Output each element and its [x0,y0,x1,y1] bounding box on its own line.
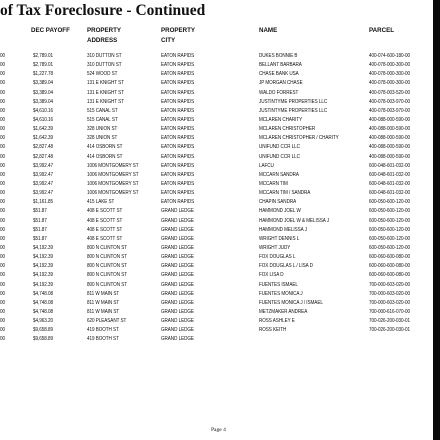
city-cell: EATON RAPIDS [161,125,195,132]
row-lead-cell: 00 [0,125,5,132]
header-city [161,26,195,46]
address-cell: 1006 MONTGOMERY ST [87,180,139,187]
row-lead-cell: 00 [0,52,5,59]
address-cell: 515 CANAL ST [87,107,118,114]
city-cell: EATON RAPIDS [161,144,195,150]
parcel-cell: 600-048-601-032-00 [369,171,410,178]
payoff-cell: $4,748.08 [33,299,53,306]
row-lead-cell: 00 [0,244,5,251]
city-cell: EATON RAPIDS [161,198,195,205]
name-cell: WRIGHT DENNIS L [259,235,300,242]
parcel-cell: 700-000-603-020-00 [369,299,410,306]
address-cell: 800 N CLINTON ST [87,281,127,287]
city-cell: GRAND LEDGE [161,299,194,306]
payoff-cell: $1,227.78 [33,70,53,77]
address-cell: 408 E SCOTT ST [87,235,123,242]
address-cell: 800 N CLINTON ST [87,253,127,260]
parcel-cell: 400-078-000-300-00 [369,70,410,77]
address-cell: 414 OSBORN ST [87,144,123,150]
row-lead-cell: 00 [0,317,5,324]
parcel-cell: 600-050-600-120-00 [369,217,410,223]
address-cell: 1006 MONTGOMERY ST [87,189,139,196]
address-cell: 800 N CLINTON ST [87,262,127,269]
name-cell: UNIFUND CCR LLC [259,153,300,159]
name-cell: MCCARN TIM [259,180,288,187]
address-cell: 408 E SCOTT ST [87,217,123,223]
parcel-cell: 400-088-000-590-00 [369,116,410,123]
payoff-cell: $2,789.01 [33,52,53,59]
city-cell: EATON RAPIDS [161,107,195,114]
city-cell: GRAND LEDGE [161,217,194,223]
city-cell: GRAND LEDGE [161,290,194,297]
parcel-cell: 700-000-603-020-00 [369,281,410,287]
table-row [0,216,440,225]
address-cell: 419 BOOTH ST [87,326,119,333]
payoff-cell: $4,192.39 [33,253,53,260]
row-lead-cell: 00 [0,153,5,159]
name-cell: WRIGHT JUDY [259,244,291,251]
payoff-cell: $1,642.39 [33,134,53,141]
city-cell: EATON RAPIDS [161,180,195,187]
parcel-cell: 400-078-000-300-00 [369,61,410,68]
name-cell: FUENTES MONICA J [259,290,303,297]
payoff-cell: $4,192.39 [33,262,53,269]
payoff-cell: $9,658.89 [33,326,53,333]
parcel-cell: 600-048-601-032-00 [369,162,410,169]
name-cell: MCLAREN CHRISTOPHER [259,125,316,132]
city-cell: EATON RAPIDS [161,70,195,77]
payoff-cell: $2,827.48 [33,144,53,150]
name-cell: DUKES BONNIE B [259,52,298,59]
payoff-cell: $3,389.04 [33,80,53,86]
row-lead-cell: 00 [0,326,5,333]
parcel-cell: 400-078-003-970-00 [369,107,410,114]
payoff-cell: $9,658.89 [33,335,53,342]
address-cell: 131 E KNIGHT ST [87,89,124,95]
row-lead-cell: 00 [0,290,5,297]
address-cell: 131 E KNIGHT ST [87,80,124,86]
row-lead-cell: 00 [0,134,5,141]
header-address-line2: ADDRESS [87,37,118,44]
payoff-cell: $3,992.47 [33,189,53,196]
parcel-cell: 400-078-000-300-00 [369,80,410,86]
name-cell: LAFCU [259,162,274,169]
city-cell: GRAND LEDGE [161,272,194,278]
payoff-cell: $4,192.39 [33,272,53,278]
parcel-cell: 600-050-600-120-00 [369,226,410,233]
address-cell: 811 W MAIN ST [87,308,120,315]
name-cell: JUSTINTYME PROPERTIES LLC [259,107,328,114]
address-cell: 310 DUTTON ST [87,52,122,59]
parcel-cell: 600-050-600-120-00 [369,244,410,251]
payoff-cell: $3,992.47 [33,162,53,169]
table-row [0,206,440,215]
payoff-cell: $51.87 [33,217,47,223]
city-cell: GRAND LEDGE [161,253,194,260]
address-cell: 800 N CLINTON ST [87,244,127,251]
name-cell: ROSS KEITH [259,326,287,333]
payoff-cell: $3,992.47 [33,171,53,178]
row-lead-cell: 00 [0,198,5,205]
name-cell: FUENTES ISMAEL [259,281,298,287]
city-cell: GRAND LEDGE [161,335,194,342]
city-cell: EATON RAPIDS [161,80,195,86]
payoff-cell: $4,610.16 [33,107,53,114]
payoff-cell: $4,610.16 [33,116,53,123]
row-lead-cell: 00 [0,226,5,233]
row-lead-cell: 00 [0,308,5,315]
address-cell: 419 BOOTH ST [87,335,119,342]
city-cell: EATON RAPIDS [161,89,195,95]
payoff-cell: $51.87 [33,235,47,242]
parcel-cell: 600-050-600-120-00 [369,208,410,214]
row-lead-cell: 00 [0,180,5,187]
city-cell: GRAND LEDGE [161,308,194,315]
table-row [0,325,440,334]
address-cell: 515 CANAL ST [87,116,118,123]
page-title: of Tax Foreclosure - Continued [0,2,206,19]
parcel-cell: 600-060-600-080-00 [369,262,410,269]
header-city-line1: PROPERTY [161,27,196,34]
foreclosure-table [0,51,440,344]
payoff-cell: $3,389.04 [33,98,53,105]
row-lead-cell: 00 [0,189,5,196]
address-cell: 328 UNION ST [87,125,118,132]
city-cell: GRAND LEDGE [161,281,194,287]
address-cell: 1006 MONTGOMERY ST [87,162,139,169]
parcel-cell: 600-050-600-120-00 [369,198,410,205]
address-cell: 811 W MAIN ST [87,290,120,297]
payoff-cell: $4,748.08 [33,308,53,315]
name-cell: HAMMOND JOEL W [259,208,301,214]
address-cell: 328 UNION ST [87,134,118,141]
city-cell: EATON RAPIDS [161,162,195,169]
parcel-cell: 400-088-000-590-00 [369,134,410,141]
row-lead-cell: 00 [0,70,5,77]
parcel-cell: 400-078-003-520-00 [369,89,410,95]
table-row [0,280,440,289]
name-cell: MCCARN TIM / SANDRA [259,189,311,196]
header-address [87,26,121,46]
payoff-cell: $2,789.01 [33,61,53,68]
table-row [0,334,440,343]
city-cell: EATON RAPIDS [161,171,195,178]
row-lead-cell: 00 [0,162,5,169]
address-cell: 1006 MONTGOMERY ST [87,171,139,178]
parcel-cell: 400-088-000-590-00 [369,125,410,132]
row-lead-cell: 00 [0,144,5,150]
payoff-cell: $51.87 [33,226,47,233]
parcel-cell: 700-026-200-030-01 [369,317,410,324]
parcel-cell: 600-050-600-120-00 [369,235,410,242]
row-lead-cell: 00 [0,98,5,105]
city-cell: EATON RAPIDS [161,116,195,123]
table-row [0,270,440,279]
row-lead-cell: 00 [0,281,5,287]
city-cell: GRAND LEDGE [161,226,194,233]
name-cell: WALDO FORREST [259,89,299,95]
name-cell: CHASE BANK USA [259,70,299,77]
payoff-cell: $51.87 [33,208,47,214]
header-city-line2: CITY [161,37,176,44]
parcel-cell: 700-000-616-070-00 [369,308,410,315]
address-cell: 310 DUTTON ST [87,61,122,68]
name-cell: METZMAKER ANDREA [259,308,308,315]
payoff-cell: $4,192.39 [33,281,53,287]
address-cell: 415 LAKE ST [87,198,115,205]
name-cell: FUENTES MONICA J / ISMAEL [259,299,323,306]
payoff-cell: $4,748.08 [33,290,53,297]
city-cell: GRAND LEDGE [161,208,194,214]
name-cell: FOX DOUGLAS L / LISA D [259,262,313,269]
name-cell: UNIFUND CCR LLC [259,144,300,150]
city-cell: EATON RAPIDS [161,189,195,196]
row-lead-cell: 00 [0,253,5,260]
name-cell: FOX DOUGLAS L [259,253,296,260]
parcel-cell: 400-088-000-590-00 [369,153,410,159]
address-cell: 800 N CLINTON ST [87,272,127,278]
table-row [0,142,440,151]
row-lead-cell: 00 [0,171,5,178]
payoff-cell: $1,161.85 [33,198,53,205]
payoff-cell: $4,192.39 [33,244,53,251]
header-address-line1: PROPERTY [87,27,122,34]
header-payoff: DEC PAYOFF [31,27,70,34]
table-row [0,78,440,87]
address-cell: 408 E SCOTT ST [87,208,123,214]
table-row [0,152,440,161]
city-cell: GRAND LEDGE [161,262,194,269]
address-cell: 408 E SCOTT ST [87,226,123,233]
name-cell: ROSS ASHLEY E [259,317,295,324]
city-cell: GRAND LEDGE [161,244,194,251]
header-name: NAME [259,27,278,34]
parcel-cell: 700-026-200-030-01 [369,326,410,333]
page-footer: Page 4 [211,427,226,433]
row-lead-cell: 00 [0,208,5,214]
name-cell: MCCARN SANDRA [259,171,299,178]
parcel-cell: 400-078-003-970-00 [369,98,410,105]
city-cell: EATON RAPIDS [161,134,195,141]
row-lead-cell: 00 [0,116,5,123]
address-cell: 131 E KNIGHT ST [87,98,124,105]
name-cell: HAMMOND MELISSA J [259,226,307,233]
row-lead-cell: 00 [0,235,5,242]
parcel-cell: 400-088-000-590-00 [369,144,410,150]
name-cell: MCLAREN CHRISTOPHER / CHARITY [259,134,339,141]
parcel-cell: 600-048-601-032-00 [369,189,410,196]
row-lead-cell: 00 [0,262,5,269]
parcel-cell: 700-000-603-020-00 [369,290,410,297]
parcel-cell: 400-074-600-180-00 [369,52,410,59]
row-lead-cell: 00 [0,335,5,342]
header-parcel: PARCEL [369,27,394,34]
row-lead-cell: 00 [0,272,5,278]
row-lead-cell: 00 [0,107,5,114]
name-cell: CHAPIN SANDRA [259,198,297,205]
parcel-cell: 600-048-601-032-00 [369,180,410,187]
city-cell: EATON RAPIDS [161,52,195,59]
city-cell: EATON RAPIDS [161,98,195,105]
city-cell: GRAND LEDGE [161,326,194,333]
row-lead-cell: 00 [0,80,5,86]
payoff-cell: $1,642.39 [33,125,53,132]
parcel-cell: 600-060-600-080-00 [369,253,410,260]
row-lead-cell: 00 [0,299,5,306]
address-cell: 811 W MAIN ST [87,299,120,306]
payoff-cell: $3,389.04 [33,89,53,95]
city-cell: GRAND LEDGE [161,317,194,324]
address-cell: 414 OSBORN ST [87,153,123,159]
city-cell: EATON RAPIDS [161,153,195,159]
city-cell: EATON RAPIDS [161,61,195,68]
address-cell: 524 WOOD ST [87,70,118,77]
name-cell: JUSTINTYME PROPERTIES LLC [259,98,328,105]
address-cell: 620 PLEASANT ST [87,317,127,324]
name-cell: HAMMOND JOEL W & MELISSA J [259,217,329,223]
row-lead-cell: 00 [0,89,5,95]
page-edge-bar [433,0,440,440]
payoff-cell: $2,827.48 [33,153,53,159]
payoff-cell: $3,992.47 [33,180,53,187]
name-cell: FOX LISA D [259,272,284,278]
name-cell: MCLAREN CHARITY [259,116,303,123]
name-cell: JP MORGAN CHASE [259,80,303,86]
city-cell: GRAND LEDGE [161,235,194,242]
row-lead-cell: 00 [0,217,5,223]
name-cell: BELLANT BARBARA [259,61,302,68]
parcel-cell: 600-060-600-080-00 [369,272,410,278]
payoff-cell: $4,963.20 [33,317,53,324]
row-lead-cell: 00 [0,61,5,68]
